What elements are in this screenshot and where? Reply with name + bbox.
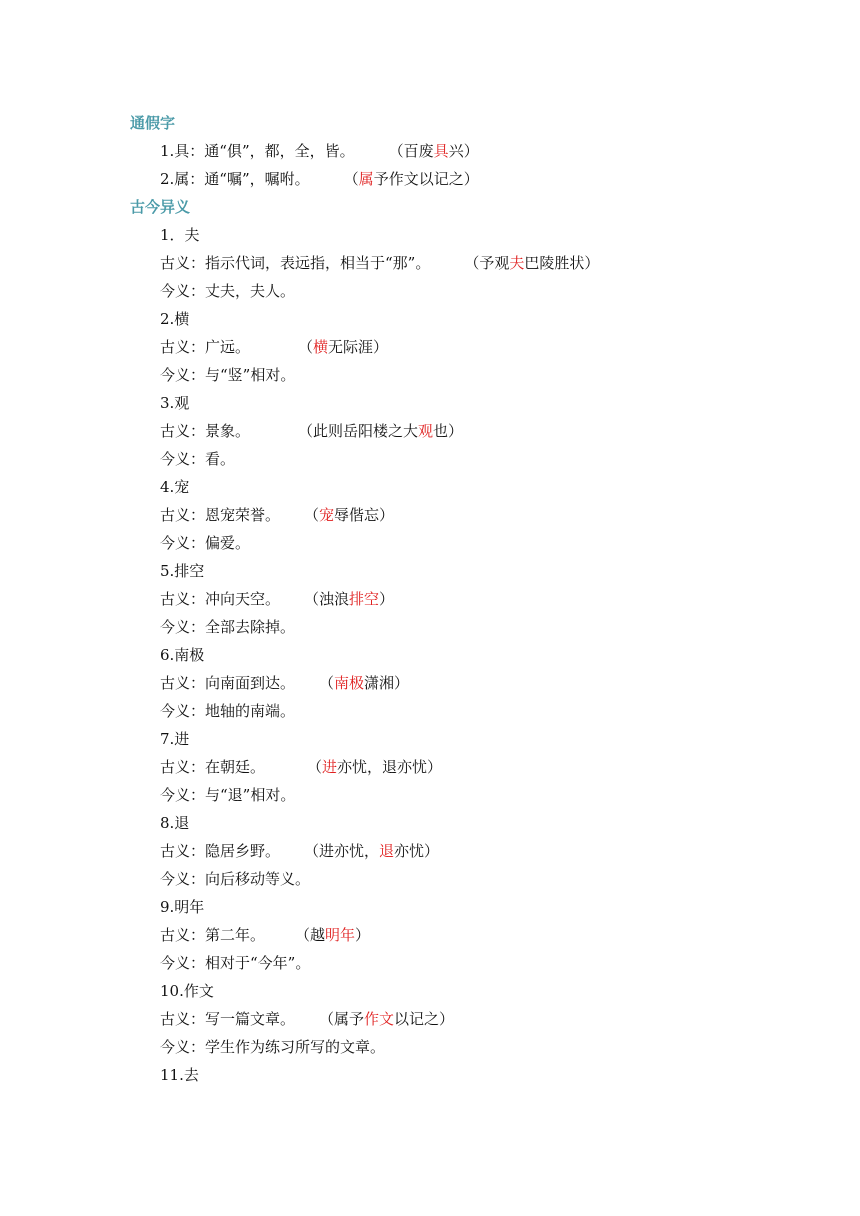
example-highlight: 属 bbox=[358, 170, 374, 188]
entry-word: 6.南极 bbox=[160, 646, 205, 664]
example-open: （ bbox=[307, 758, 323, 776]
example-highlight: 夫 bbox=[509, 254, 525, 272]
entry-word: 3.观 bbox=[160, 394, 190, 412]
example-open: （ bbox=[319, 674, 335, 692]
example-close: 兴） bbox=[448, 142, 479, 160]
ancient-meaning-text: 古义：广远。 bbox=[160, 338, 251, 356]
entry-ancient-meaning bbox=[160, 1005, 454, 1033]
section-heading-tongjia: 通假字 bbox=[130, 114, 176, 132]
example-open: （进亦忧， bbox=[304, 842, 380, 860]
entry-modern-meaning: 今义：偏爱。 bbox=[160, 534, 251, 552]
entry-word: 8.退 bbox=[160, 814, 190, 832]
tongjia-item bbox=[160, 165, 479, 193]
entry-ancient-meaning bbox=[160, 921, 370, 949]
example-close: 予作文以记之） bbox=[373, 170, 479, 188]
entry-word: 7.进 bbox=[160, 730, 190, 748]
entry-modern-meaning: 今义：丈夫，夫人。 bbox=[160, 282, 296, 300]
entry-modern-meaning: 今义：学生作为练习所写的文章。 bbox=[160, 1038, 386, 1056]
example-highlight: 进 bbox=[322, 758, 338, 776]
example-open: （此则岳阳楼之大 bbox=[298, 422, 419, 440]
example-highlight: 排空 bbox=[349, 590, 380, 608]
example-close: 亦忧） bbox=[394, 842, 440, 860]
ancient-meaning-text: 古义：第二年。 bbox=[160, 926, 266, 944]
ancient-meaning-text: 古义：冲向天空。 bbox=[160, 590, 281, 608]
ancient-meaning-text: 古义：向南面到达。 bbox=[160, 674, 296, 692]
entry-word: 5.排空 bbox=[160, 562, 205, 580]
entry-ancient-meaning bbox=[160, 669, 409, 697]
entry-ancient-meaning bbox=[160, 417, 463, 445]
entry-modern-meaning: 今义：全部去除掉。 bbox=[160, 618, 296, 636]
example-highlight: 具 bbox=[433, 142, 449, 160]
example-highlight: 横 bbox=[313, 338, 329, 356]
entry-modern-meaning: 今义：看。 bbox=[160, 450, 236, 468]
entry-word: 1．夫 bbox=[160, 226, 200, 244]
entry-word: 4.宠 bbox=[160, 478, 190, 496]
example-close: 辱偕忘） bbox=[334, 506, 395, 524]
tongjia-item-label: 2.属：通“嘱”，嘱咐。 bbox=[160, 170, 310, 188]
entry-modern-meaning: 今义：与“竖”相对。 bbox=[160, 366, 296, 384]
example-highlight: 作文 bbox=[364, 1010, 395, 1028]
example-close: ） bbox=[355, 926, 371, 944]
example-highlight: 明年 bbox=[325, 926, 356, 944]
entry-ancient-meaning bbox=[160, 585, 394, 613]
tongjia-item bbox=[160, 137, 479, 165]
example-close: 巴陵胜状） bbox=[524, 254, 600, 272]
example-open: （浊浪 bbox=[304, 590, 350, 608]
entry-modern-meaning: 今义：地轴的南端。 bbox=[160, 702, 296, 720]
example-close: 无际涯） bbox=[328, 338, 389, 356]
entry-modern-meaning: 今义：与“退”相对。 bbox=[160, 786, 296, 804]
example-open: （ bbox=[304, 506, 320, 524]
ancient-meaning-text: 古义：写一篇文章。 bbox=[160, 1010, 296, 1028]
tongjia-item-label: 1.具：通“俱”，都，全，皆。 bbox=[160, 142, 355, 160]
example-highlight: 南极 bbox=[334, 674, 365, 692]
example-open: （ bbox=[298, 338, 314, 356]
example-open: （属予 bbox=[319, 1010, 365, 1028]
example-open: （予观 bbox=[464, 254, 510, 272]
entry-word: 9.明年 bbox=[160, 898, 205, 916]
section-heading-gujin: 古今异义 bbox=[130, 198, 191, 216]
entry-word: 2.横 bbox=[160, 310, 190, 328]
example-close: 潇湘） bbox=[364, 674, 410, 692]
example-open: （百废 bbox=[388, 142, 434, 160]
example-highlight: 观 bbox=[418, 422, 434, 440]
entry-modern-meaning: 今义：相对于“今年”。 bbox=[160, 954, 311, 972]
entry-ancient-meaning bbox=[160, 249, 599, 277]
example-close: 也） bbox=[433, 422, 464, 440]
entry-modern-meaning: 今义：向后移动等义。 bbox=[160, 870, 311, 888]
entry-ancient-meaning bbox=[160, 837, 439, 865]
entry-word: 10.作文 bbox=[160, 982, 214, 1000]
example-close: 以记之） bbox=[394, 1010, 455, 1028]
entry-ancient-meaning bbox=[160, 501, 394, 529]
ancient-meaning-text: 古义：在朝廷。 bbox=[160, 758, 266, 776]
ancient-meaning-text: 古义：恩宠荣誉。 bbox=[160, 506, 281, 524]
example-highlight: 退 bbox=[379, 842, 395, 860]
example-open: （越 bbox=[295, 926, 326, 944]
example-highlight: 宠 bbox=[319, 506, 335, 524]
example-close: 亦忧，退亦忧） bbox=[337, 758, 443, 776]
ancient-meaning-text: 古义：隐居乡野。 bbox=[160, 842, 281, 860]
ancient-meaning-text: 古义：指示代词，表远指，相当于“那”。 bbox=[160, 254, 431, 272]
entry-ancient-meaning bbox=[160, 333, 388, 361]
entry-ancient-meaning bbox=[160, 753, 442, 781]
example-open: （ bbox=[343, 170, 359, 188]
entry-word: 11.去 bbox=[160, 1066, 199, 1084]
example-close: ） bbox=[379, 590, 395, 608]
ancient-meaning-text: 古义：景象。 bbox=[160, 422, 251, 440]
